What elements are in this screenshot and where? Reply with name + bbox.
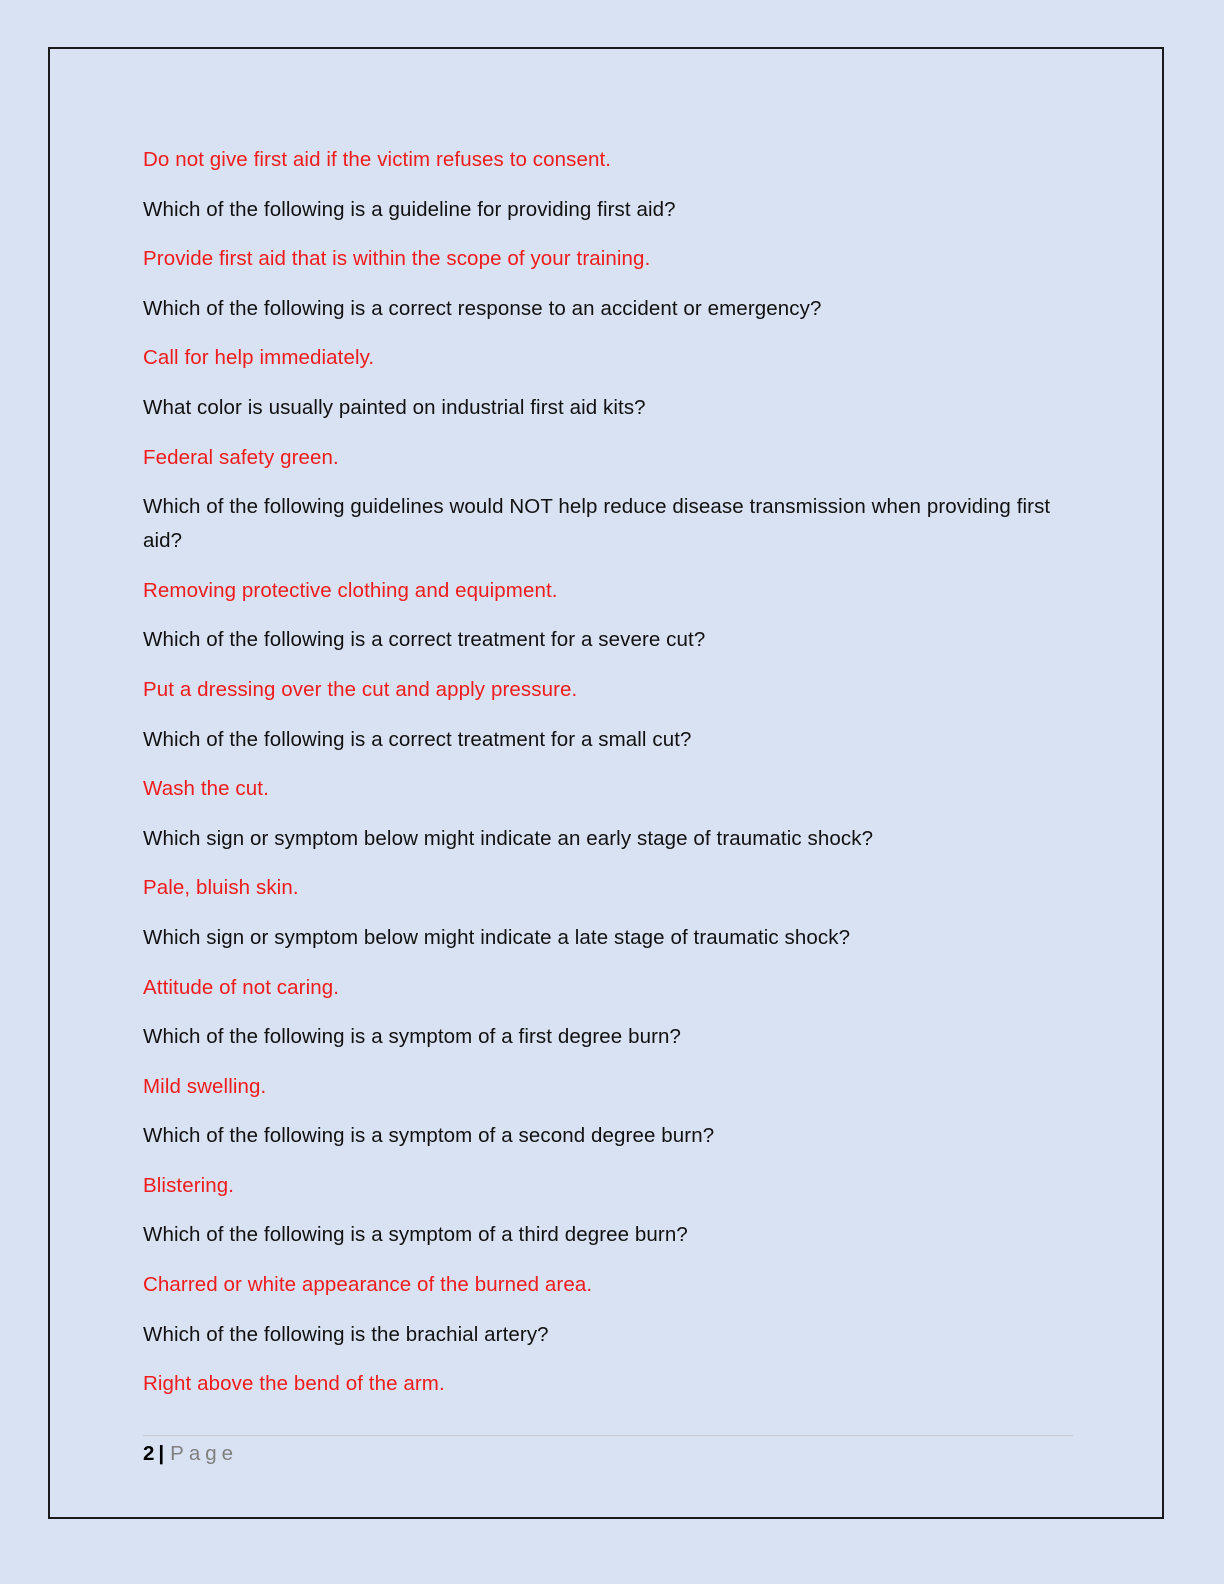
qa-list bbox=[143, 143, 1083, 1417]
answer-line: Mild swelling. bbox=[143, 1074, 267, 1098]
answer-line: Pale, bluish skin. bbox=[143, 876, 299, 900]
answer-line: Put a dressing over the cut and apply pressure. bbox=[143, 677, 578, 701]
question-line: Which sign or symptom below might indicate a late stage of traumatic shock? bbox=[143, 925, 851, 949]
answer-line: Provide first aid that is within the scope of your training. bbox=[143, 247, 651, 271]
question-line: Which of the following is a symptom of a second degree burn? bbox=[143, 1124, 715, 1148]
question-line: Which of the following is a correct treatment for a severe cut? bbox=[143, 628, 706, 652]
question-line: Which of the following is a symptom of a third degree burn? bbox=[143, 1223, 688, 1247]
answer-line: Removing protective clothing and equipment. bbox=[143, 578, 558, 602]
answer-line: Call for help immediately. bbox=[143, 346, 375, 370]
page-number: 2 bbox=[143, 1442, 155, 1465]
question-line: Which of the following is a symptom of a first degree burn? bbox=[143, 1025, 682, 1049]
page-footer bbox=[143, 1440, 238, 1468]
answer-line: Do not give first aid if the victim refuses to consent. bbox=[143, 148, 612, 171]
question-line: Which of the following guidelines would NOT help reduce disease transmission when providing first aid? bbox=[143, 495, 1051, 553]
answer-line: Attitude of not caring. bbox=[143, 975, 340, 999]
question-line: Which of the following is a correct treatment for a small cut? bbox=[143, 727, 692, 751]
footer-separator: | bbox=[158, 1442, 165, 1465]
answer-line: Blistering. bbox=[143, 1173, 235, 1197]
answer-line: Wash the cut. bbox=[143, 777, 269, 801]
question-line: What color is usually painted on industrial first aid kits? bbox=[143, 395, 646, 419]
answer-line: Charred or white appearance of the burned area. bbox=[143, 1273, 593, 1297]
page-word: Page bbox=[170, 1442, 239, 1465]
answer-line: Federal safety green. bbox=[143, 445, 339, 469]
answer-line: Right above the bend of the arm. bbox=[143, 1372, 445, 1396]
question-line: Which of the following is a correct response to an accident or emergency? bbox=[143, 296, 822, 320]
question-line: Which of the following is the brachial artery? bbox=[143, 1322, 549, 1346]
footer-divider bbox=[143, 1435, 1073, 1436]
question-line: Which of the following is a guideline for providing first aid? bbox=[143, 197, 676, 221]
question-line: Which sign or symptom below might indicate an early stage of traumatic shock? bbox=[143, 826, 874, 850]
